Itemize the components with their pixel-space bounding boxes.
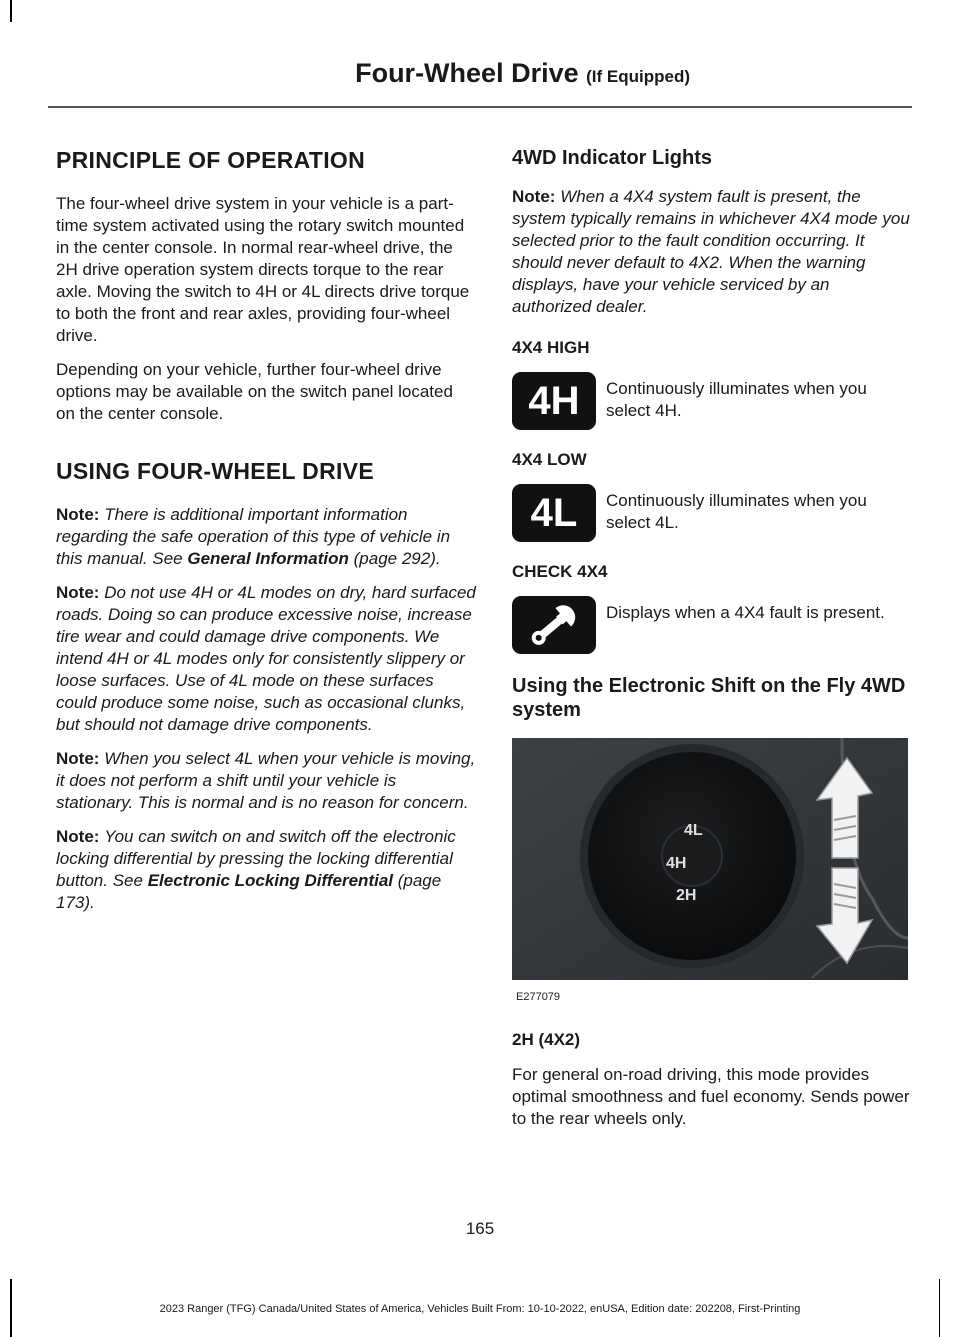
- note-general-information: [56, 504, 476, 570]
- note-fault: [512, 186, 912, 318]
- indicator-check-4x4-text: Displays when a 4X4 fault is present.: [606, 603, 885, 622]
- note-dry-roads: [56, 582, 476, 736]
- indicator-4x4-low-text: Continuously illuminates when you select 4L.: [606, 491, 867, 532]
- crop-mark-top-left: [10, 0, 12, 22]
- left-column: [56, 146, 476, 926]
- indicator-check-4x4: [512, 596, 912, 654]
- indicator-check-4x4-title: CHECK 4X4: [512, 562, 608, 581]
- note-text: There is additional important information regarding the safe operation of this type of vehicle in this manual. See: [56, 504, 451, 568]
- note-text: Do not use 4H or 4L modes on dry, hard surfaced roads. Doing so can produce excessive noise, increase tire wear and could damage drive components. We intend 4H or 4L modes only for consistently slippery or loose surfaces. Use of 4L mode on these surfaces could produce some noise, such as occasional clunks, but should not damage drive components.: [56, 582, 476, 734]
- note-label: Note:: [56, 826, 100, 846]
- page-ref: (page 292).: [353, 548, 441, 568]
- indicator-4x4-low: [512, 484, 912, 542]
- using-heading: USING FOUR-WHEEL DRIVE: [56, 457, 374, 484]
- note-label: Note:: [512, 187, 556, 206]
- note-locking-differential: [56, 826, 476, 914]
- locking-differential-link[interactable]: Electronic Locking Differential: [147, 870, 393, 890]
- header-title: Four-Wheel Drive: [355, 58, 579, 88]
- mode-2h-text: For general on-road driving, this mode provides optimal smoothness and fuel economy. Sends power to the rear wheels only.: [512, 1065, 910, 1128]
- general-information-link[interactable]: General Information: [187, 548, 349, 568]
- note-label: Note:: [56, 504, 100, 524]
- note-4l-shift: [56, 748, 476, 814]
- note-text: When a 4X4 system fault is present, the system typically remains in whichever 4X4 mode you selected prior to the fault condition occurring. It should never default to 4X2. When the warning displays, have your vehicle serviced by an authorized dealer.: [512, 187, 910, 316]
- indicator-4x4-high-title: 4X4 HIGH: [512, 338, 590, 357]
- switch-label-2h: 2H: [676, 887, 697, 904]
- indicator-4x4-high-text: Continuously illuminates when you select 4H.: [606, 379, 867, 420]
- principle-heading: PRINCIPLE OF OPERATION: [56, 147, 366, 173]
- electronic-shift-heading: Using the Electronic Shift on the Fly 4WD system: [512, 675, 906, 721]
- indicator-4x4-low-title: 4X4 LOW: [512, 450, 587, 469]
- note-text: When you select 4L when your vehicle is moving, it does not perform a shift until your vehicle is stationary. This is normal and is no reason for concern.: [56, 748, 476, 812]
- rotary-switch-illustration: [512, 738, 908, 1008]
- 4l-indicator-icon: 4L: [512, 484, 596, 542]
- wrench-icon: [512, 596, 596, 654]
- rotary-switch-image: [512, 738, 908, 1008]
- indicator-4x4-high: [512, 372, 912, 430]
- header-rule: [48, 106, 912, 108]
- page-ref: (page 173).: [56, 870, 442, 912]
- mode-2h-heading: 2H (4X2): [512, 1030, 581, 1049]
- header-suffix: (If Equipped): [586, 67, 690, 86]
- 4h-indicator-icon: 4H: [512, 372, 596, 430]
- note-label: Note:: [56, 748, 100, 768]
- note-text: You can switch on and switch off the electronic locking differential by pressing the locking differential button. See: [56, 826, 456, 890]
- page-header: [355, 58, 690, 89]
- principle-paragraph-1: The four-wheel drive system in your vehicle is a part-time system activated using the rotary switch mounted in the center console. In normal rear-wheel drive, the 2H drive operation system directs torque to the rear axle. Moving the switch to 4H or 4L directs drive torque to both the front and rear axles, providing four-wheel drive.: [56, 193, 470, 345]
- image-code: E277079: [516, 991, 561, 1003]
- note-label: Note:: [56, 582, 100, 602]
- switch-label-4l: 4L: [684, 822, 703, 839]
- page-number: 165: [465, 1219, 495, 1238]
- principle-paragraph-2: Depending on your vehicle, further four-wheel drive options may be available on the switch panel located on the center console.: [56, 359, 453, 423]
- right-column: [512, 146, 912, 1142]
- switch-label-4h: 4H: [666, 855, 687, 872]
- indicator-lights-heading: 4WD Indicator Lights: [512, 147, 712, 169]
- wrench-icon-graphic: [526, 601, 582, 649]
- footer-meta: 2023 Ranger (TFG) Canada/United States of America, Vehicles Built From: 10-10-2022, enUSA, Edition date: 202208, First-Printing: [159, 1303, 801, 1315]
